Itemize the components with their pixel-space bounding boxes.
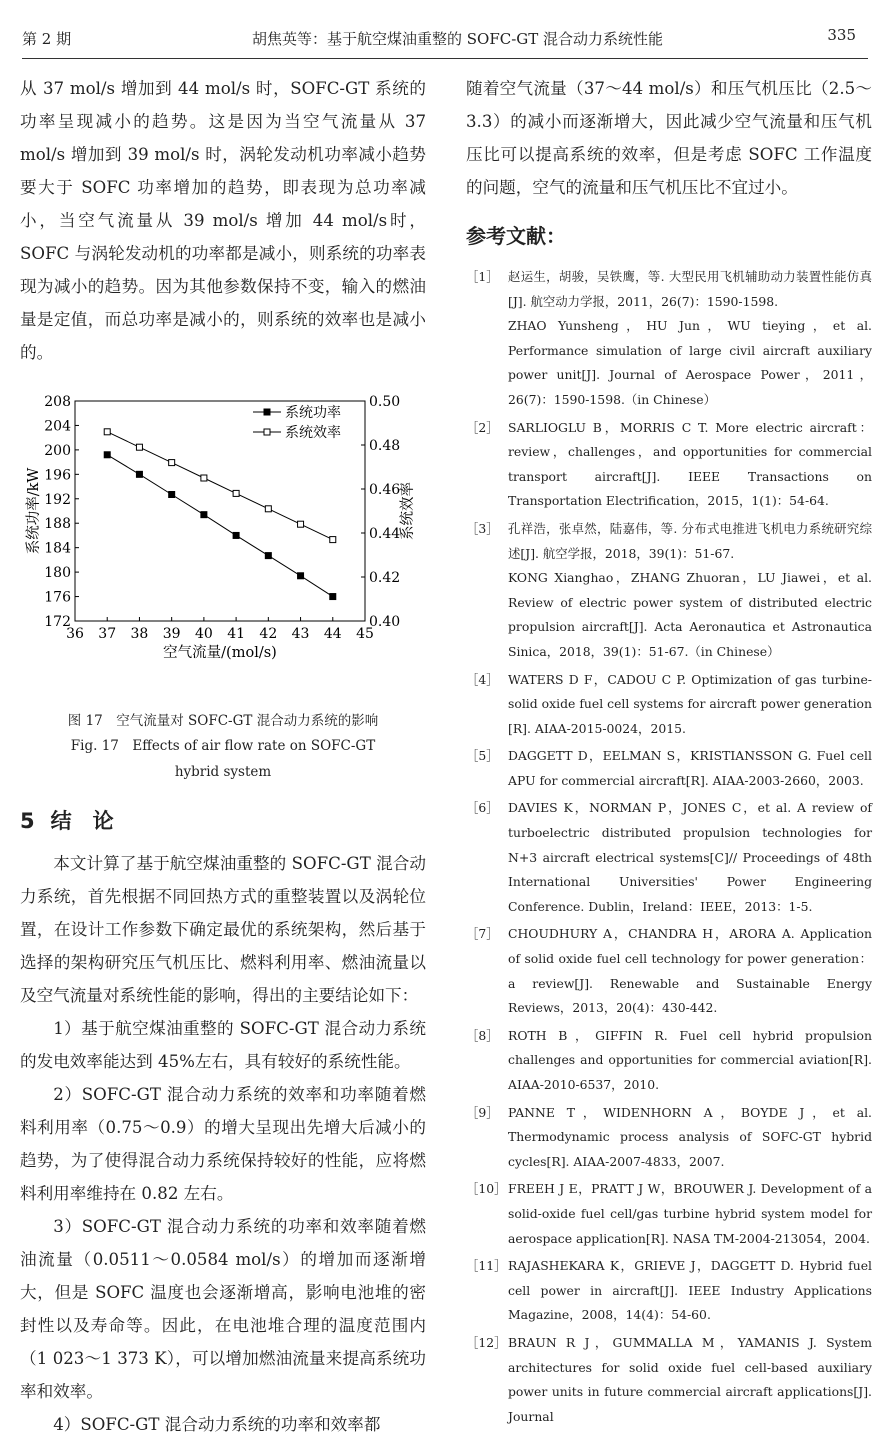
data-point xyxy=(330,537,336,543)
y-tick-label: 192 xyxy=(44,491,71,508)
y-tick-label: 188 xyxy=(44,516,71,533)
reference-text-en: PANNE T，WIDENHORN A，BOYDE J，et al. Thermodynamic process analysis of SOFC-GT hybrid cycles[R]. AIAA-2007-4833，2007. xyxy=(508,1104,872,1169)
reference-item xyxy=(466,416,872,514)
y-tick-label: 196 xyxy=(44,467,71,484)
y-tick-label: 208 xyxy=(44,394,71,410)
reference-item xyxy=(466,1254,872,1328)
reference-item xyxy=(466,796,872,919)
y-tick-label: 204 xyxy=(44,418,71,435)
reference-text-en: BRAUN R J，GUMMALLA M，YAMANIS J. System architectures for solid oxide fuel cell-based auxiliary power units in future commercial aircraft applications[J]. Journal xyxy=(508,1334,872,1424)
x-tick-label: 40 xyxy=(194,626,213,642)
data-point xyxy=(104,429,110,435)
reference-number: ［2］ xyxy=(466,419,499,435)
data-point xyxy=(136,471,142,477)
conclusion-continuation: 随着空气流量（37～44 mol/s）和压气机压比（2.5～3.3）的减小而逐渐增大，因此减少空气流量和压气机压比可以提高系统的效率，但是考虑 SOFC 工作温度的问题，空气的流量和压气机压比不宜过小。 xyxy=(466,79,872,197)
reference-number: ［10］ xyxy=(466,1181,507,1197)
reference-text-en: KONG Xianghao，ZHANG Zhuoran，LU Jiawei，et al. Review of electric power system of distributed electric propulsion aircraft[J]. Acta Aeronautica et Astronautica Sinica，2018，39(1)：51-67.（in Chinese） xyxy=(508,570,872,659)
figure-caption-cn: 图 17 空气流量对 SOFC-GT 混合动力系统的影响 xyxy=(67,713,379,729)
y2-tick-label: 0.48 xyxy=(369,438,401,454)
reference-number: ［1］ xyxy=(466,269,499,284)
intro-paragraph: 从 37 mol/s 增加到 44 mol/s 时，SOFC-GT 系统的功率呈现减小的趋势。这是因为当空气流量从 37 mol/s 增加到 39 mol/s 时，涡轮发动机功率减小趋势要大于 SOFC 功率增加的趋势，即表现为总功率减小，当空气流量从 39 mol/s 增加 44 mol/s时，SOFC 与涡轮发动机的功率都是减小，则系统的功率表现为减小的趋势。因为其他参数保持不变，输入的燃油量是定值，而总功率是减小的，则系统的效率也是减小的。 xyxy=(20,79,426,362)
reference-text-en: SARLIOGLU B，MORRIS C T. More electric aircraft：review，challenges，and opportunities for commercial transport aircraft[J]. IEEE Transactions on Transportation Electrification，2015，1(1)：54-64. xyxy=(508,419,872,509)
legend-marker xyxy=(264,409,270,415)
data-point xyxy=(201,512,207,518)
legend-marker xyxy=(264,429,270,435)
reference-text-en: CHOUDHURY A，CHANDRA H，ARORA A. Application of solid oxide fuel cell technology for power generation：a review[J]. Renewable and Sustainable Energy Reviews，2013，20(4)：430-442. xyxy=(508,926,872,1016)
data-point xyxy=(330,594,336,600)
data-point xyxy=(136,444,142,450)
x-tick-label: 45 xyxy=(356,626,374,642)
x-tick-label: 39 xyxy=(162,626,181,642)
data-point xyxy=(169,492,175,498)
y2-tick-label: 0.46 xyxy=(369,482,401,498)
x-tick-label: 41 xyxy=(227,626,246,642)
page-number: 335 xyxy=(827,26,856,44)
reference-item xyxy=(466,1101,872,1175)
y-tick-label: 180 xyxy=(44,565,71,582)
conclusion-item-1: 1）基于航空煤油重整的 SOFC-GT 混合动力系统的发电效率能达到 45%左右，具有较好的系统性能。 xyxy=(20,1019,426,1071)
reference-item xyxy=(466,1177,872,1251)
conclusion-item-3: 3）SOFC-GT 混合动力系统的功率和效率随着燃油流量（0.0511～0.0584 mol/s）的增加而逐渐增大，但是 SOFC 温度也会逐渐增高，影响电池堆的密封性以及寿命等。因此，在电池堆合理的温度范围内（1 023～1 373 K），可以增加燃油流量来提高系统功率和效率。 xyxy=(20,1217,426,1401)
reference-text-en: ROTH B，GIFFIN R. Fuel cell hybrid propulsion challenges and opportunities for commercial aviation[R]. AIAA-2010-6537，2010. xyxy=(508,1027,872,1092)
data-point xyxy=(265,553,271,559)
reference-text-en: DAGGETT D，EELMAN S，KRISTIANSSON G. Fuel cell APU for commercial aircraft[R]. AIAA-2003-2660，2003. xyxy=(508,748,872,788)
reference-text-en: WATERS D F，CADOU C P. Optimization of gas turbine-solid oxide fuel cell systems for aircraft power generation [R]. AIAA-2015-0024，2015. xyxy=(508,671,872,736)
conclusion-intro: 本文计算了基于航空煤油重整的 SOFC-GT 混合动力系统，首先根据不同回热方式的重整装置以及涡轮位置，在设计工作参数下确定最优的系统架构，然后基于选择的架构研究压气机压比、燃料利用率、燃油流量以及空气流量对系统性能的影响，得出的主要结论如下： xyxy=(20,854,426,1005)
y2-tick-label: 0.44 xyxy=(369,526,401,542)
right-column xyxy=(466,72,872,1432)
reference-item xyxy=(466,744,872,793)
reference-number: ［8］ xyxy=(466,1027,499,1043)
data-point xyxy=(265,506,271,512)
legend-label: 系统效率 xyxy=(285,425,341,441)
issue-number: 第 2 期 xyxy=(22,30,72,48)
reference-text-en: DAVIES K，NORMAN P，JONES C，et al. A review of turboelectric distributed propulsion technologies for N+3 aircraft electrical systems[C]// Proceedings of 48th International Universities' Power Engineering Conference. Dublin，Ireland：IEEE，2013：1-5. xyxy=(508,800,872,914)
reference-text-cn: 孔祥浩，张卓然，陆嘉伟，等. 分布式电推进飞机电力系统研究综述[J]. 航空学报，2018，39(1)：51-67. xyxy=(508,520,872,561)
reference-number: ［6］ xyxy=(466,800,499,816)
header-rule xyxy=(22,58,868,59)
data-point xyxy=(233,532,239,538)
x-tick-label: 43 xyxy=(291,626,310,642)
figure-17 xyxy=(20,393,426,693)
reference-text-en: ZHAO Yunsheng，HU Jun，WU tieying，et al. Performance simulation of large civil aircraft auxiliary power unit[J]. Journal of Aerospace Power，2011，26(7)：1590-1598.（in Chinese） xyxy=(508,318,872,407)
y2-tick-label: 0.42 xyxy=(369,570,401,586)
reference-text-en: RAJASHEKARA K，GRIEVE J，DAGGETT D. Hybrid fuel cell power in aircraft[J]. IEEE Industry Applications Magazine，2008，14(4)：54-60. xyxy=(508,1258,872,1323)
section-title: 结 论 xyxy=(50,809,114,833)
reference-item xyxy=(466,517,872,665)
air-flow-chart xyxy=(20,393,426,693)
references-title: 参考文献： xyxy=(466,224,566,248)
reference-item xyxy=(466,1024,872,1098)
reference-item xyxy=(466,1331,872,1429)
reference-list xyxy=(466,265,872,1429)
reference-item xyxy=(466,265,872,413)
y2-tick-label: 0.50 xyxy=(369,394,401,410)
reference-item xyxy=(466,922,872,1020)
reference-number: ［7］ xyxy=(466,926,499,942)
y-tick-label: 184 xyxy=(44,540,71,557)
reference-number: ［3］ xyxy=(466,520,499,536)
y-tick-label: 172 xyxy=(44,614,71,630)
x-tick-label: 42 xyxy=(259,626,278,642)
conclusion-item-4: 4）SOFC-GT 混合动力系统的功率和效率都 xyxy=(53,1415,381,1434)
reference-item xyxy=(466,668,872,742)
y-tick-label: 176 xyxy=(44,589,71,606)
page-header xyxy=(22,20,868,50)
x-tick-label: 36 xyxy=(66,626,84,642)
reference-text-en: FREEH J E，PRATT J W，BROUWER J. Development of a solid-oxide fuel cell/gas turbine hybrid system model for aerospace application[R]. NASA TM-2004-213054，2004. xyxy=(508,1181,872,1246)
left-column xyxy=(20,72,426,1441)
data-point xyxy=(169,460,175,466)
reference-text-cn: 赵运生，胡骏，吴铁鹰，等. 大型民用飞机辅助动力装置性能仿真[J]. 航空动力学报，2011，26(7)：1590-1598. xyxy=(508,269,872,309)
running-title: 胡焦英等：基于航空煤油重整的 SOFC-GT 混合动力系统性能 xyxy=(252,30,664,48)
reference-number: ［5］ xyxy=(466,748,499,764)
y-axis-label: 系统功率/kW xyxy=(26,467,42,555)
reference-number: ［12］ xyxy=(466,1334,507,1350)
x-tick-label: 44 xyxy=(323,626,342,642)
x-tick-label: 38 xyxy=(130,626,149,642)
data-point xyxy=(298,521,304,527)
y2-tick-label: 0.40 xyxy=(369,614,401,630)
legend-label: 系统功率 xyxy=(285,405,341,421)
reference-number: ［11］ xyxy=(466,1258,507,1274)
x-axis-label: 空气流量/(mol/s) xyxy=(163,645,277,661)
section-heading xyxy=(20,805,426,835)
figure-caption-en-line2: hybrid system xyxy=(174,764,272,780)
conclusion-item-2: 2）SOFC-GT 混合动力系统的效率和功率随着燃料利用率（0.75～0.9）的增大呈现出先增大后减小的趋势，为了使得混合动力系统保持较好的性能，应将燃料利用率维持在 0.82 左右。 xyxy=(20,1085,426,1203)
y-tick-label: 200 xyxy=(44,442,71,459)
reference-number: ［9］ xyxy=(466,1104,499,1120)
figure-caption-en-line1: Fig. 17 Effects of air flow rate on SOFC-GT xyxy=(70,738,376,754)
data-point xyxy=(233,490,239,496)
data-point xyxy=(201,475,207,481)
reference-number: ［4］ xyxy=(466,671,499,687)
y2-axis-label: 系统效率 xyxy=(400,482,416,540)
data-point xyxy=(298,573,304,579)
x-tick-label: 37 xyxy=(98,626,117,642)
data-point xyxy=(104,452,110,458)
section-number: 5 xyxy=(20,809,35,833)
